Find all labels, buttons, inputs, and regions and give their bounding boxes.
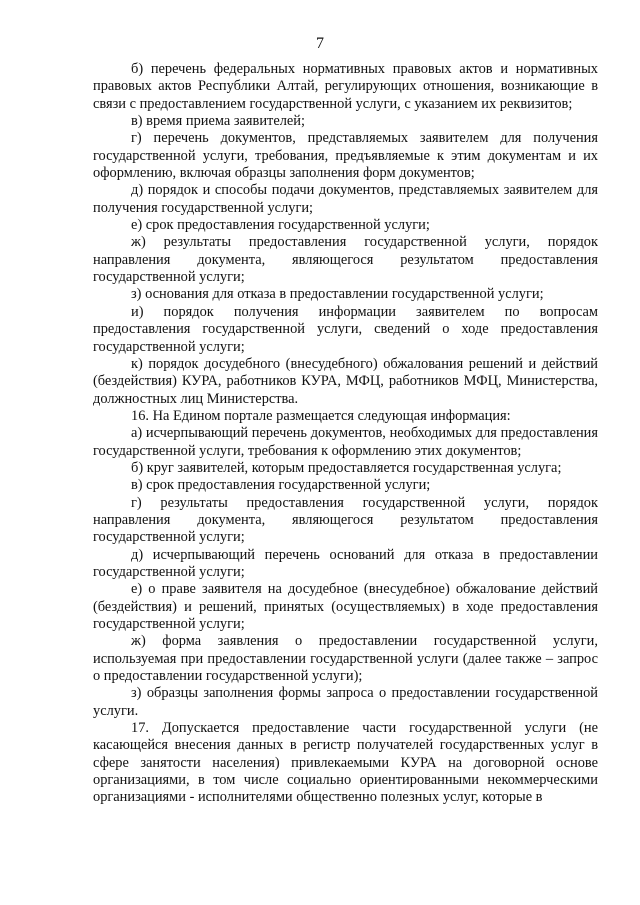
paragraph-z-refusal-grounds: з) основания для отказа в предоставлении государственной услуги;: [131, 286, 544, 303]
paragraph-zh-application-form: ж) форма заявления о предоставлении государственной услуги, используемая при предоставлении государственной услуги (далее также – запрос о предоставлении государственной услуги);: [93, 633, 598, 685]
paragraph-g-service-results: г) результаты предоставления государственной услуги, порядок направления документа, являющегося результатом предоставления государственной услуги;: [93, 494, 598, 546]
page-number: 7: [316, 35, 324, 52]
paragraph-e-service-term: е) срок предоставления государственной услуги;: [131, 217, 430, 234]
paragraph-v-service-term: в) срок предоставления государственной услуги;: [131, 477, 431, 494]
paragraph-17-partial-service: 17. Допускается предоставление части государственной услуги (не касающейся внесения данных в регистр получателей государственных услуг в сфере занятости населения) привлекаемыми КУРА на договорной основе организациями, в том числе социально ориентированными некоммерческими организациями - исполнителями общественно полезных услуг, которые в: [93, 720, 598, 806]
paragraph-zh-service-results: ж) результаты предоставления государственной услуги, порядок направления документа, являющегося результатом предоставления государственной услуги;: [93, 234, 598, 286]
paragraph-g-documents-list: г) перечень документов, представляемых заявителем для получения государственной услуги, требования, предъявляемые к этим документам и их оформлению, включая образцы заполнения форм документов;: [93, 130, 598, 182]
paragraph-b-applicants: б) круг заявителей, которым предоставляется государственная услуга;: [131, 459, 562, 476]
paragraph-d-submission-methods: д) порядок и способы подачи документов, представляемых заявителем для получения государственной услуги;: [93, 182, 598, 216]
paragraph-a-documents-list: а) исчерпывающий перечень документов, необходимых для предоставления государственной услуги, требования к оформлению этих документов;: [93, 425, 598, 459]
paragraph-e-appeal-right: е) о праве заявителя на досудебное (внесудебное) обжалование действий (бездействия) и решений, принятых (осуществляемых) в ходе предоставления государственной услуги;: [93, 581, 598, 632]
paragraph-z-form-samples: з) образцы заполнения формы запроса о предоставлении государственной услуги.: [93, 685, 598, 719]
paragraph-v-reception-time: в) время приема заявителей;: [131, 113, 305, 130]
paragraph-16-portal-information: 16. На Едином портале размещается следующая информация:: [131, 407, 511, 424]
paragraph-d-refusal-grounds: д) исчерпывающий перечень оснований для отказа в предоставлении государственной услуги;: [93, 546, 598, 580]
paragraph-k-appeal-procedure: к) порядок досудебного (внесудебного) обжалования решений и действий (бездействия) КУРА, работников КУРА, МФЦ, работников МФЦ, Министерства, должностных лиц Министерства.: [93, 355, 598, 407]
document-body: [93, 61, 598, 807]
paragraph-b-legal-acts: б) перечень федеральных нормативных правовых актов и нормативных правовых актов Республики Алтай, регулирующих отношения, возникающие в связи с предоставлением государственной услуги, с указанием их реквизитов;: [93, 61, 598, 112]
paragraph-i-information-procedure: и) порядок получения информации заявителем по вопросам предоставления государственной услуги, сведений о ходе предоставления государственной услуги;: [93, 303, 598, 355]
